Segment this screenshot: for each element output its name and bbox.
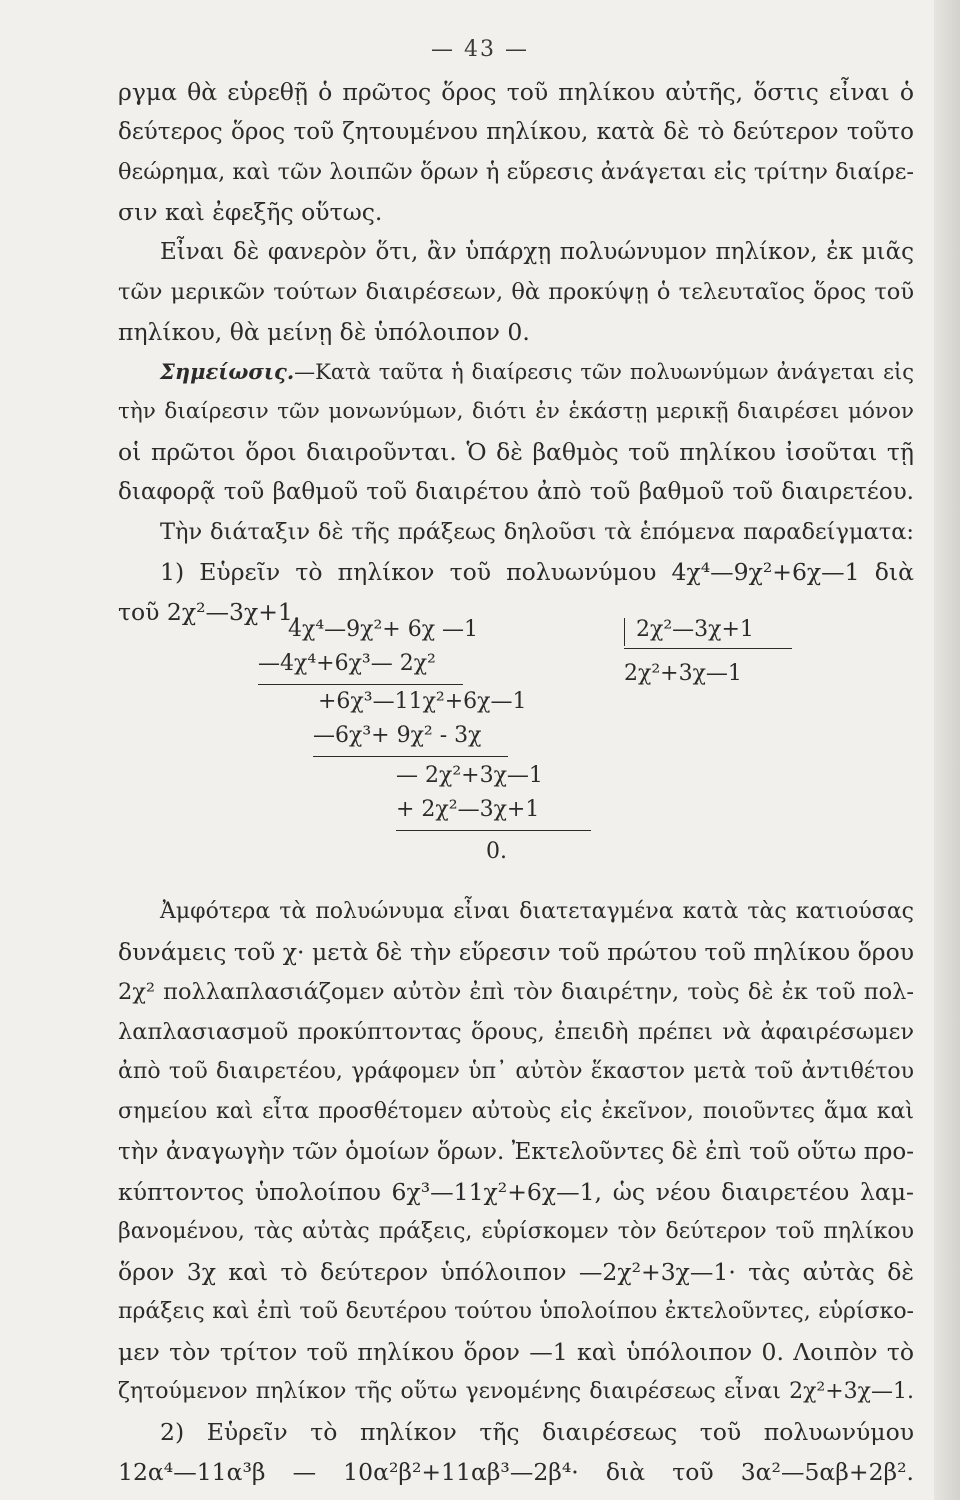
text-line: σημείου καὶ εἶτα προσθέτομεν αὐτοὺς εἰς ἐκεῖνον, ποιοῦντες ἅμα καὶ [118,1099,914,1124]
divisor-rule [624,648,792,649]
example1-line: τοῦ 2χ²—3χ+1. [118,598,301,626]
text-line: Ἀμφότερα τὰ πολυώνυμα εἶναι διατεταγμένα κατὰ τὰς κατιούσας [160,899,914,924]
divisor: 2χ²—3χ+1 [636,617,754,642]
text-line: κύπτοντος ὑπολοίπου 6χ³—11χ²+6χ—1, ὡς νέου διαιρετέου λαμ- [118,1178,914,1206]
text-line: πράξεις καὶ ἐπὶ τοῦ δευτέρου τούτου ὑπολοίπου ἐκτελοῦντες, εὑρίσκο- [118,1299,914,1324]
note-first-line-rest: —Κατὰ ταῦτα ἡ διαίρεσις τῶν πολυωνύμων ἀνάγεται εἰς [294,360,914,384]
text-line: πηλίκου, θὰ μείνῃ δὲ ὑπόλοιπον 0. [118,318,530,346]
final-remainder: 0. [486,839,507,864]
example2-line: 2) Εὑρεῖν τὸ πηλίκον τῆς διαιρέσεως τοῦ πολυωνύμου [160,1418,914,1446]
divisor-bar [624,618,625,646]
intro-line: Τὴν διάταξιν δὲ τῆς πράξεως δηλοῦσι τὰ ἑπόμενα παραδείγματα: [160,519,914,545]
text-line: σιν καὶ ἐφεξῆς οὕτως. [118,198,383,226]
text-line: μεν τὸν τρίτον τοῦ πηλίκου ὅρον —1 καὶ ὑπόλοιπον 0. Λοιπὸν τὸ [118,1338,914,1366]
page-number: — 43 — [431,37,529,62]
text-line: ζητούμενον πηλίκον τῆς οὕτω γενομένης διαιρέσεως εἶναι 2χ²+3χ—1. [118,1379,914,1404]
subtract-2: —6χ³+ 9χ² - 3χ [313,723,482,748]
text-line: βανομένου, τὰς αὐτὰς πράξεις, εὑρίσκομεν τὸν δεύτερον τοῦ πηλίκου [118,1219,914,1244]
dividend: 4χ⁴—9χ²+ 6χ —1 [288,617,479,642]
quotient: 2χ²+3χ—1 [624,661,742,686]
subtract-3: + 2χ²—3χ+1 [396,797,540,822]
text-line: ργμα θὰ εὑρεθῇ ὁ πρῶτος ὅρος τοῦ πηλίκου αὐτῆς, ὅστις εἶναι ὁ [118,78,914,106]
text-line: ἀπὸ τοῦ διαιρετέου, γράφομεν ὑπ᾽ αὐτὸν ἕκαστον μετὰ τοῦ ἀντιθέτου [118,1059,914,1084]
text-line: δυνάμεις τοῦ χ· μετὰ δὲ τὴν εὕρεσιν τοῦ πρώτου τοῦ πηλίκου ὅρου [118,938,915,966]
text-line: ὅρον 3χ καὶ τὸ δεύτερον ὑπόλοιπον —2χ²+3χ—1· τὰς αὐτὰς δὲ [118,1258,914,1286]
page-edge [934,0,960,1500]
text-line: διαφορᾷ τοῦ βαθμοῦ τοῦ διαιρέτου ἀπὸ τοῦ βαθμοῦ τοῦ διαιρετέου. [118,479,914,505]
text-line: οἱ πρῶτοι ὅροι διαιροῦνται. Ὁ δὲ βαθμὸς τοῦ πηλίκου ἰσοῦται τῇ [118,438,914,466]
long-division [248,614,808,874]
rule-3 [396,830,591,831]
text-line: Εἶναι δὲ φανερὸν ὅτι, ἂν ὑπάρχῃ πολυώνυμον πηλίκον, ἐκ μιᾶς [160,239,914,265]
text-line: 2χ² πολλαπλασιάζομεν αὐτὸν ἐπὶ τὸν διαιρέτην, τοὺς δὲ ἐκ τοῦ πολ- [118,979,914,1005]
remainder-2: — 2χ²+3χ—1 [396,763,543,788]
subtract-1: —4χ⁴+6χ³— 2χ² [258,651,436,676]
remainder-1: +6χ³—11χ²+6χ—1 [318,689,527,714]
text-line: τῶν μερικῶν τούτων διαιρέσεων, θὰ προκύψῃ ὁ τελευταῖος ὅρος τοῦ [118,279,914,305]
text-line: τὴν διαίρεσιν τῶν μονωνύμων, διότι ἐν ἑκάστῃ μερικῇ διαιρέσει μόνον [118,399,914,424]
note-first-line [160,352,914,392]
text-line: λαπλασιασμοῦ προκύπτοντας ὅρους, ἐπειδὴ πρέπει νὰ ἀφαιρέσωμεν [118,1019,914,1045]
text-line: θεώρημα, καὶ τῶν λοιπῶν ὅρων ἡ εὕρεσις ἀνάγεται εἰς τρίτην διαίρε- [118,159,914,185]
rule-1 [258,684,463,685]
example2-line: 12α⁴—11α³β — 10α²β²+11αβ³—2β⁴· διὰ τοῦ 3α²—5αβ+2β². [118,1458,914,1486]
note-heading: Σημείωσις. [160,359,295,384]
example1-line: 1) Εὑρεῖν τὸ πηλίκον τοῦ πολυωνύμου 4χ⁴—9χ²+6χ—1 διὰ [160,558,914,586]
rule-2 [313,756,508,757]
text-line: δεύτερος ὅρος τοῦ ζητουμένου πηλίκου, κατὰ δὲ τὸ δεύτερον τοῦτο [118,119,914,145]
text-line: τὴν ἀναγωγὴν τῶν ὁμοίων ὅρων. Ἐκτελοῦντες δὲ ἐπὶ τοῦ οὕτω προ- [118,1139,914,1165]
